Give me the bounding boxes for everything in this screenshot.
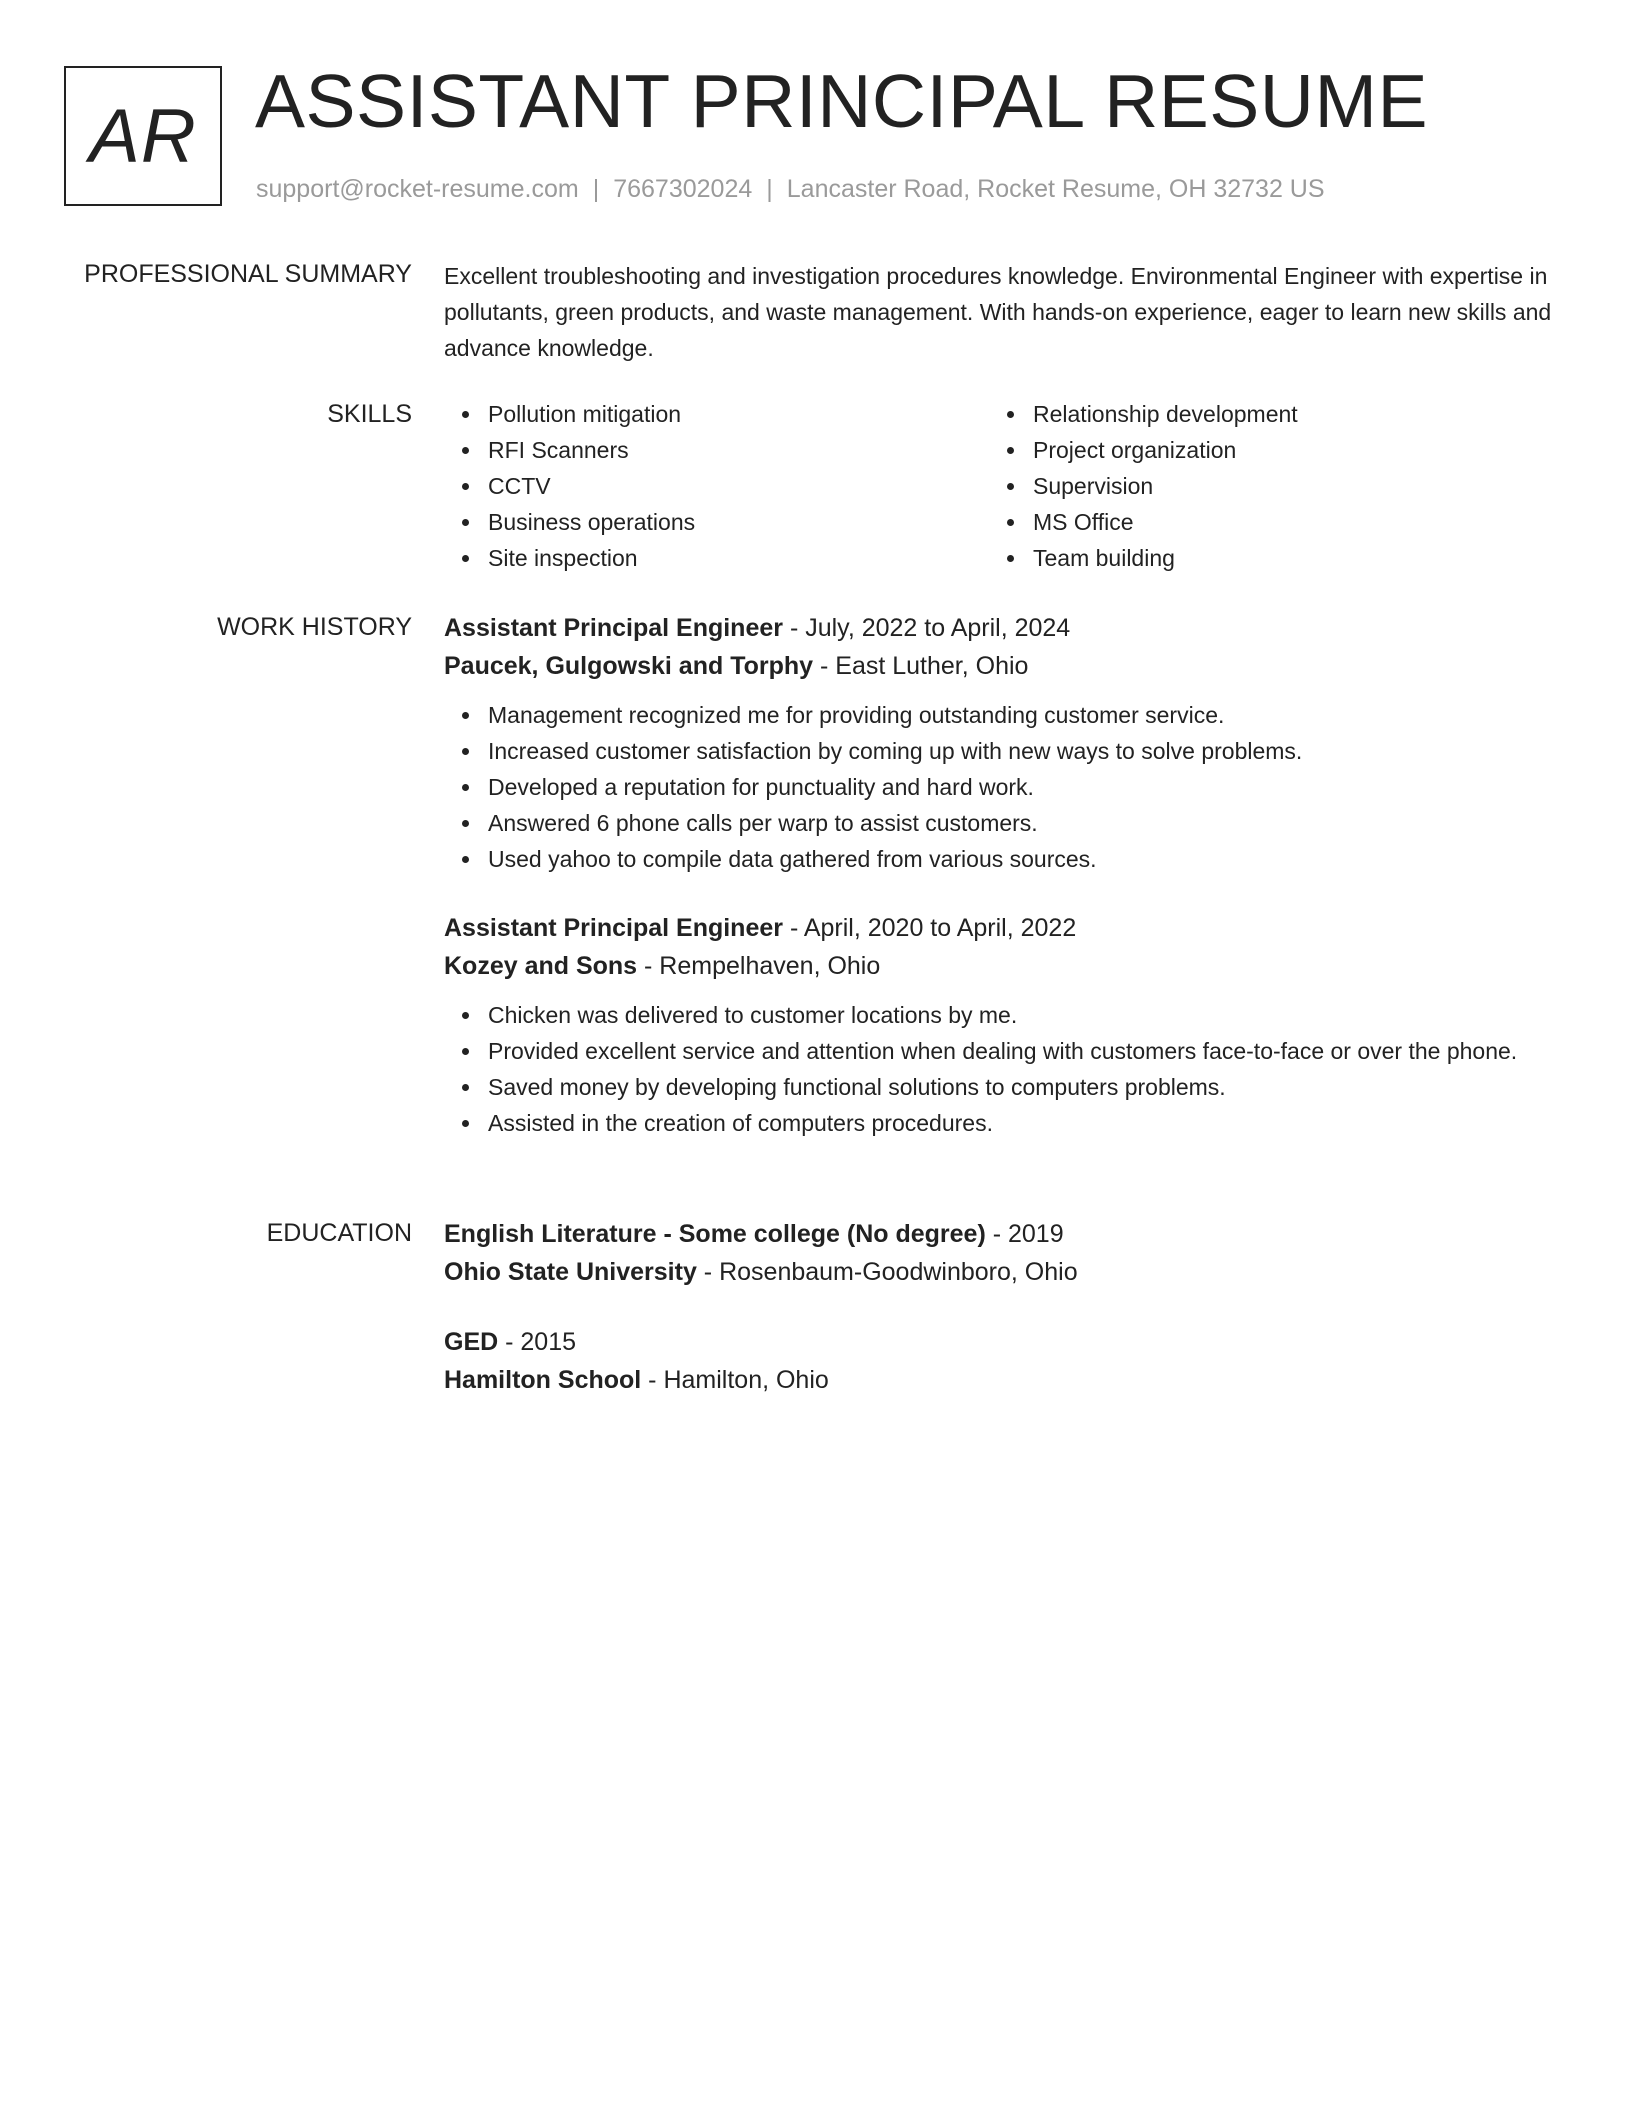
job-title-line <box>444 909 1554 947</box>
job-dates: - July, 2022 to April, 2024 <box>783 614 1071 642</box>
contact-address: Lancaster Road, Rocket Resume, OH 32732 US <box>786 175 1325 203</box>
skills-list-left <box>444 396 989 576</box>
job-dates: - April, 2020 to April, 2022 <box>783 914 1077 942</box>
education-school-line <box>444 1253 1554 1291</box>
education-degree: English Literature - Some college (No degree) <box>444 1220 986 1248</box>
skills-heading: SKILLS <box>327 400 412 428</box>
job-company-line <box>444 947 1554 985</box>
job-bullet: Answered 6 phone calls per warp to assist customers. <box>488 805 1554 841</box>
skill-item: CCTV <box>488 468 989 504</box>
summary-heading: PROFESSIONAL SUMMARY <box>84 260 412 288</box>
contact-line <box>256 172 1325 206</box>
skills-list-right <box>989 396 1534 576</box>
education-school-line <box>444 1361 1554 1399</box>
job-bullet: Management recognized me for providing outstanding customer service. <box>488 697 1554 733</box>
job-bullet: Assisted in the creation of computers procedures. <box>488 1105 1554 1141</box>
skill-item: Site inspection <box>488 540 989 576</box>
job-bullet: Saved money by developing functional solutions to computers problems. <box>488 1069 1554 1105</box>
skill-item: Pollution mitigation <box>488 396 989 432</box>
job-entry <box>444 609 1554 877</box>
job-location: - East Luther, Ohio <box>813 652 1029 680</box>
job-company-line <box>444 647 1554 685</box>
job-bullets <box>444 697 1554 877</box>
skill-item: MS Office <box>1033 504 1534 540</box>
resume-title: ASSISTANT PRINCIPAL RESUME <box>255 59 1428 143</box>
education-school: Ohio State University <box>444 1258 697 1286</box>
contact-phone: 7667302024 <box>613 175 753 203</box>
job-bullet: Provided excellent service and attention when dealing with customers face-to-face or over the phone. <box>488 1033 1554 1069</box>
education-degree-line <box>444 1215 1554 1253</box>
contact-email: support@rocket-resume.com <box>256 175 579 203</box>
skill-item: Team building <box>1033 540 1534 576</box>
education-year: - 2015 <box>498 1328 577 1356</box>
skill-item: Relationship development <box>1033 396 1534 432</box>
job-entry <box>444 909 1554 1141</box>
education-degree: GED <box>444 1328 499 1356</box>
contact-separator: | <box>766 175 773 203</box>
skill-item: Project organization <box>1033 432 1534 468</box>
skill-item: RFI Scanners <box>488 432 989 468</box>
job-company: Paucek, Gulgowski and Torphy <box>444 652 814 680</box>
job-bullet: Used yahoo to compile data gathered from various sources. <box>488 841 1554 877</box>
education-year: - 2019 <box>985 1220 1064 1248</box>
job-location: - Rempelhaven, Ohio <box>637 952 881 980</box>
education-heading: EDUCATION <box>266 1219 412 1247</box>
contact-separator: | <box>592 175 600 203</box>
job-bullets <box>444 997 1554 1141</box>
job-bullet: Developed a reputation for punctuality and hard work. <box>488 769 1554 805</box>
job-company: Kozey and Sons <box>444 952 638 980</box>
job-title-line <box>444 609 1554 647</box>
education-location: - Hamilton, Ohio <box>641 1366 829 1394</box>
monogram-logo: AR <box>64 66 222 206</box>
work-history-heading: WORK HISTORY <box>217 613 412 641</box>
education-degree-line <box>444 1323 1554 1361</box>
skill-item: Business operations <box>488 504 989 540</box>
education-entry <box>444 1215 1554 1291</box>
education-location: - Rosenbaum-Goodwinboro, Ohio <box>696 1258 1078 1286</box>
education-entry <box>444 1323 1554 1399</box>
summary-text: Excellent troubleshooting and investigation procedures knowledge. Environmental Engineer with expertise in pollutants, green products, and waste management. With hands-on experience, eager to learn new skills and advance knowledge. <box>444 263 1552 361</box>
education-school: Hamilton School <box>444 1366 642 1394</box>
job-bullet: Chicken was delivered to customer locations by me. <box>488 997 1554 1033</box>
job-role: Assistant Principal Engineer <box>444 914 783 942</box>
job-bullet: Increased customer satisfaction by coming up with new ways to solve problems. <box>488 733 1554 769</box>
job-role: Assistant Principal Engineer <box>444 614 783 642</box>
skill-item: Supervision <box>1033 468 1534 504</box>
